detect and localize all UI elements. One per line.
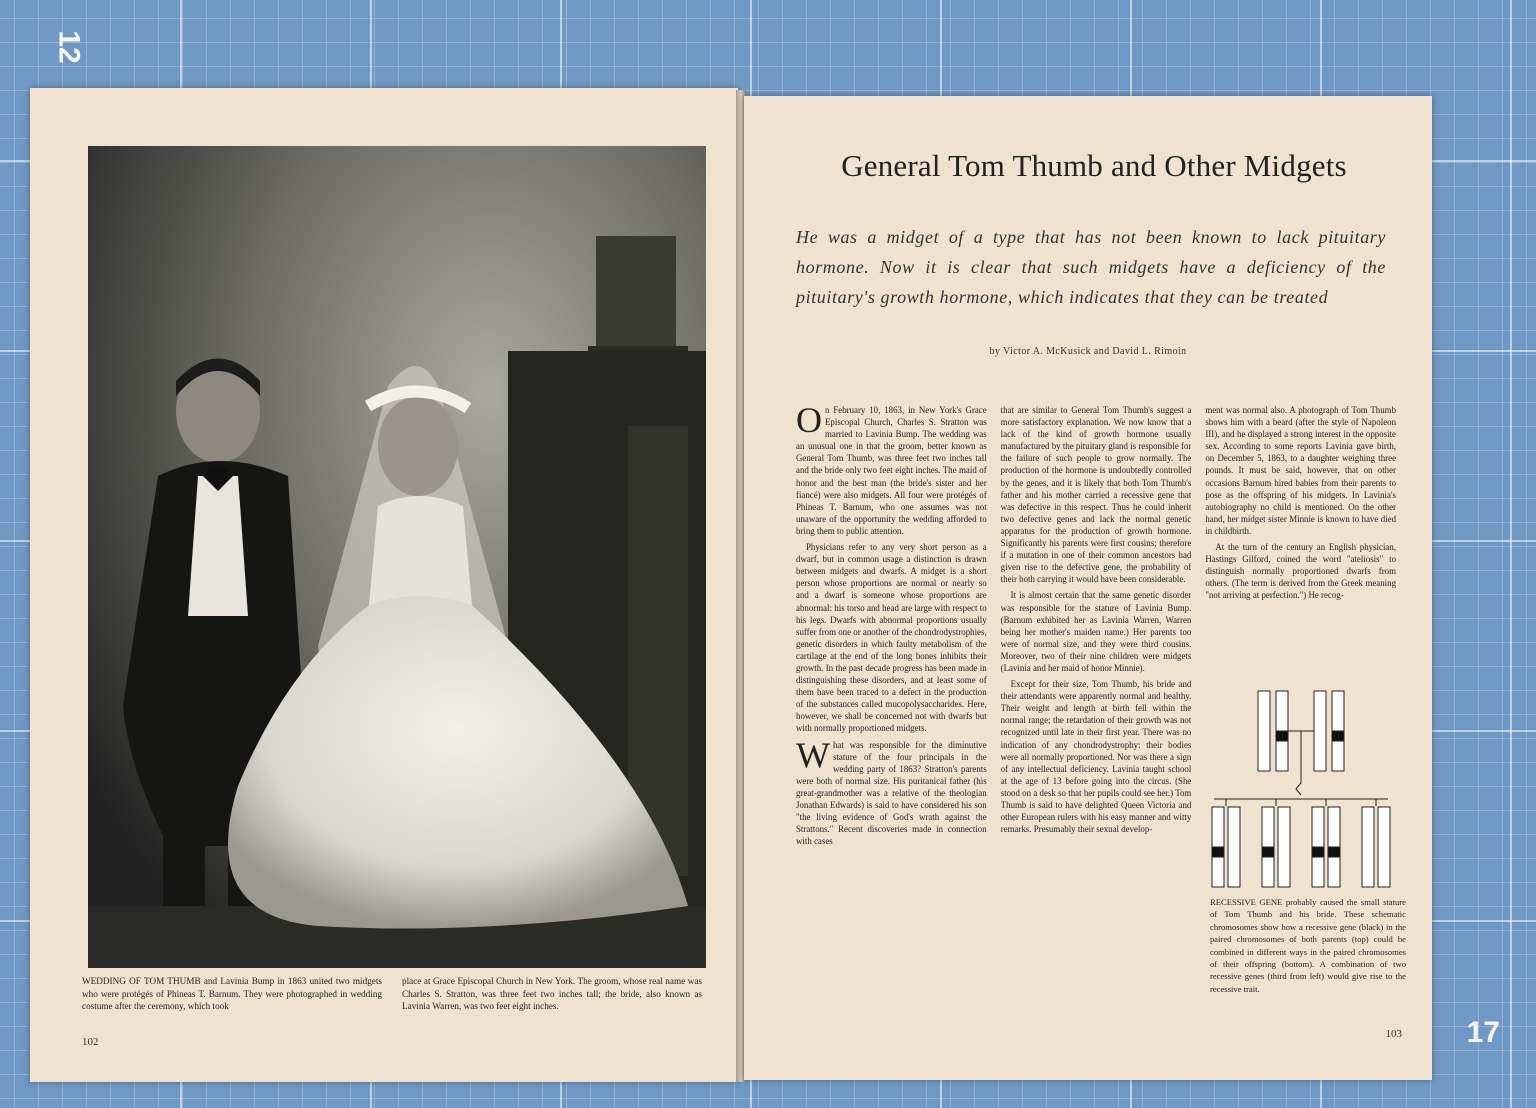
figure-caption: RECESSIVE GENE probably caused the small stature of Tom Thumb and his bride. These schematic chromosomes show how a recessive gene (black) in the paired chromosomes of both parents (top) could be combined in different ways in the paired chromosomes of their offspring (bottom). A combination of two recessive genes (third from left) would give rise to the recessive trait.: [1210, 897, 1406, 994]
left-page: [30, 88, 738, 1082]
article-byline: by Victor A. McKusick and David L. Rimoin: [989, 346, 1187, 357]
right-page: [744, 96, 1432, 1080]
paragraph: It is almost certain that the same genetic disorder was responsible for the stature of Lavinia Bump. (Barnum exhibited her as Lavinia Warren, Warren being her mother's maiden name.) Her parents too were of normal size, and they were third cousins. Moreover, two of their nine children were midgets (Lavinia and her maid of honor Minnie).: [1000, 590, 1192, 673]
photo-caption-column-1: WEDDING OF TOM THUMB and Lavinia Bump in 1863 united two midgets who were protégés of Phineas T. Barnum. They were photographed in wedding costume after the ceremony, which took: [82, 976, 382, 1012]
drop-cap: W: [796, 734, 830, 775]
paragraph-text: hat was responsible for the diminutive stature of the four principals in the wedding party of 1863? Stratton's parents were both of normal size. His puritanical father (his great-grandmother was a relative of the theologian Jonathan Edwards) is said to have considered his son "the living evidence of God's wrath against the Strattons." Recent discoveries made in connection with cases: [796, 739, 987, 847]
drop-cap: O: [796, 404, 822, 440]
paragraph: [796, 734, 987, 848]
connector-lines: [1214, 731, 1388, 806]
page-number-right: 103: [1385, 1028, 1402, 1040]
offspring-chromosomes: [1212, 807, 1390, 887]
article-column-2: [1001, 404, 1192, 1044]
paragraph: At the turn of the century an English physician, Hastings Gilford, coined the word "ateliosis" to distinguish normally proportioned dwarfs from others. (The term is derived from the Greek meaning "not arriving at perfection.") He recog-: [1205, 542, 1397, 601]
mat-number-left: 12: [52, 30, 86, 64]
paragraph-text: n February 10, 1863, in New York's Grace Episcopal Church, Charles S. Stratton was married to Lavinia Bump. The wedding was an unusual one in that the groom, better known as General Tom Thumb, was three feet two inches tall and the bride only two feet eight inches. The maid of honor and the best man (the bride's sister and her fiancé) were also midgets. All four were protégés of Phineas T. Barnum, who one assumes was not unaware of the opportunity the wedding afforded to bring them to public attention.: [796, 405, 987, 536]
article-subtitle: He was a midget of a type that has not been known to lack pituitary hormone. Now it is clear that such midgets have a deficiency of the pituitary's growth hormone, which indicates that they can be treated: [796, 227, 1386, 307]
chromosome-diagram: [1206, 681, 1406, 896]
photo-caption-column-2: place at Grace Episcopal Church in New York. The groom, whose real name was Charles S. Stratton, was three feet two inches tall; the bride, also known as Lavinia Warren, was two feet eight inches.: [402, 976, 702, 1012]
paragraph: [796, 404, 987, 537]
article-title: General Tom Thumb and Other Midgets: [841, 148, 1347, 183]
paragraph: Except for their size, Tom Thumb, his bride and their attendants were apparently normal and healthy. Their weight and length at birth fell within the normal range; the retardation of their growth was not recognized until late in their first year. There was no indication of any chondrodystrophy: their bodies were all normally proportioned. Nor was there a sign of any intellectual deficiency. Lavinia taught school at the age of 13 before going into the circus. (She stood on a desk so that her pupils could see her.) Tom Thumb is said to have delighted Queen Victoria and other European rulers with his easy manner and witty remarks. Presumably their sexual develop-: [1000, 679, 1192, 835]
wedding-photograph: [88, 146, 706, 968]
paragraph: ment was normal also. A photograph of Tom Thumb shows him with a beard (after the style of Napoleon III), and he displayed a strong interest in the opposite sex. According to some reports Lavinia gave birth, on December 5, 1863, to a daughter weighing three pounds. It must be said, however, that on other occasions Barnum hired babies from their parents to pose as the offspring of his midgets. In Lavinia's autobiography no child is mentioned. On the other hand, her midget sister Minnie is known to have died in childbirth.: [1205, 405, 1397, 536]
wedding-photo-illustration: [88, 146, 706, 968]
paragraph: Physicians refer to any very short person as a dwarf, but in common usage a distinction is drawn between midgets and dwarfs. A midget is a short person whose proportions are normal or nearly so and a dwarf is someone whose proportions are abnormal: his torso and head are large with respect to his legs. Dwarfs with abnormal proportions usually suffer from one or another of the chondrodystrophies, genetic disorders in which faulty metabolism of the cartilage at the end of the long bones inhibits their growth. In the past decade progress has been made in distinguishing these disorders, and at least some of them have been traced to a defect in the production of the substances called mucopolysaccharides. Here, however, we shall be concerned not with dwarfs but with normally proportioned midgets.: [796, 542, 987, 734]
paragraph: that are similar to General Tom Thumb's suggest a more satisfactory explanation. We now know that a lack of the kind of growth hormone usually manufactured by the pituitary gland is responsible for the failure of such people to grow normally. The production of the hormone is undoubtedly controlled by the genes, and it is likely that both Tom Thumb's father and his mother carried a recessive gene that was defective in this respect. Thus he could inherit two defective genes and lack the normal genetic apparatus for the production of growth hormone. Significantly his parents were first cousins; therefore if a mutation in one of their common ancestors had given rise to the defective gene, the probability of their both carrying it would have been considerable.: [1000, 405, 1192, 585]
page-number-left: 102: [82, 1036, 99, 1048]
article-column-1: [796, 404, 987, 1044]
mat-number-right: 17: [1466, 1016, 1500, 1049]
photo-caption: [82, 975, 702, 1013]
